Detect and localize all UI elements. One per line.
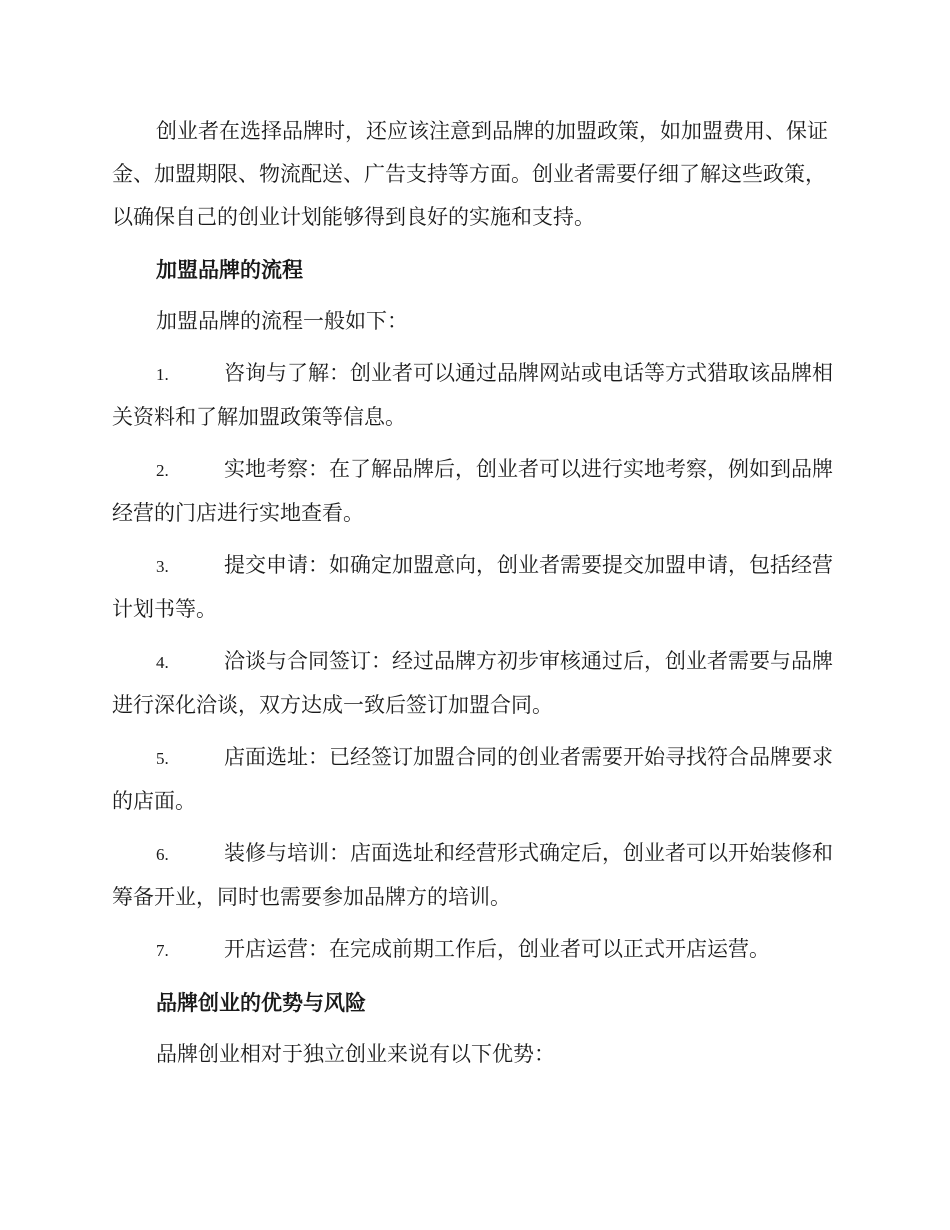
list-item	[112, 832, 834, 919]
document-body	[112, 110, 834, 1085]
list-item-number: 4.	[156, 653, 169, 672]
section-heading-advantages-risks: 品牌创业的优势与风险	[156, 990, 366, 1015]
list-item-text: 提交申请：如确定加盟意向，创业者需要提交加盟申请，包括经营计划书等。	[112, 553, 833, 621]
list-item-number: 5.	[156, 749, 169, 768]
list-item	[112, 544, 834, 631]
list-item	[112, 352, 834, 439]
list-item-text: 洽谈与合同签订：经过品牌方初步审核通过后，创业者需要与品牌进行深化洽谈，双方达成一致后签订加盟合同。	[112, 649, 833, 717]
list-item	[112, 928, 834, 972]
list-item-number: 3.	[156, 557, 169, 576]
list-item-number: 2.	[156, 461, 169, 480]
section-heading-franchise-process: 加盟品牌的流程	[156, 257, 303, 282]
process-steps-list	[112, 352, 834, 972]
list-item-text: 咨询与了解：创业者可以通过品牌网站或电话等方式猎取该品牌相关资料和了解加盟政策等信息。	[112, 361, 833, 429]
list-item-number: 6.	[156, 845, 169, 864]
advantages-intro: 品牌创业相对于独立创业来说有以下优势：	[156, 1042, 555, 1066]
list-item	[112, 736, 834, 823]
list-item	[112, 640, 834, 727]
list-item-number: 1.	[156, 365, 169, 384]
list-item-number: 7.	[156, 941, 169, 960]
list-item-text: 店面选址：已经签订加盟合同的创业者需要开始寻找符合品牌要求的店面。	[112, 745, 833, 813]
list-item	[112, 448, 834, 535]
process-intro: 加盟品牌的流程一般如下：	[156, 309, 408, 333]
list-item-text: 开店运营：在完成前期工作后，创业者可以正式开店运营。	[224, 937, 770, 961]
list-item-text: 装修与培训：店面选址和经营形式确定后，创业者可以开始装修和筹备开业，同时也需要参加品牌方的培训。	[112, 841, 833, 909]
paragraph-franchise-policy: 创业者在选择品牌时，还应该注意到品牌的加盟政策，如加盟费用、保证金、加盟期限、物流配送、广告支持等方面。创业者需要仔细了解这些政策，以确保自己的创业计划能够得到良好的实施和支持。	[112, 119, 828, 229]
list-item-text: 实地考察：在了解品牌后，创业者可以进行实地考察，例如到品牌经营的门店进行实地查看。	[112, 457, 833, 525]
